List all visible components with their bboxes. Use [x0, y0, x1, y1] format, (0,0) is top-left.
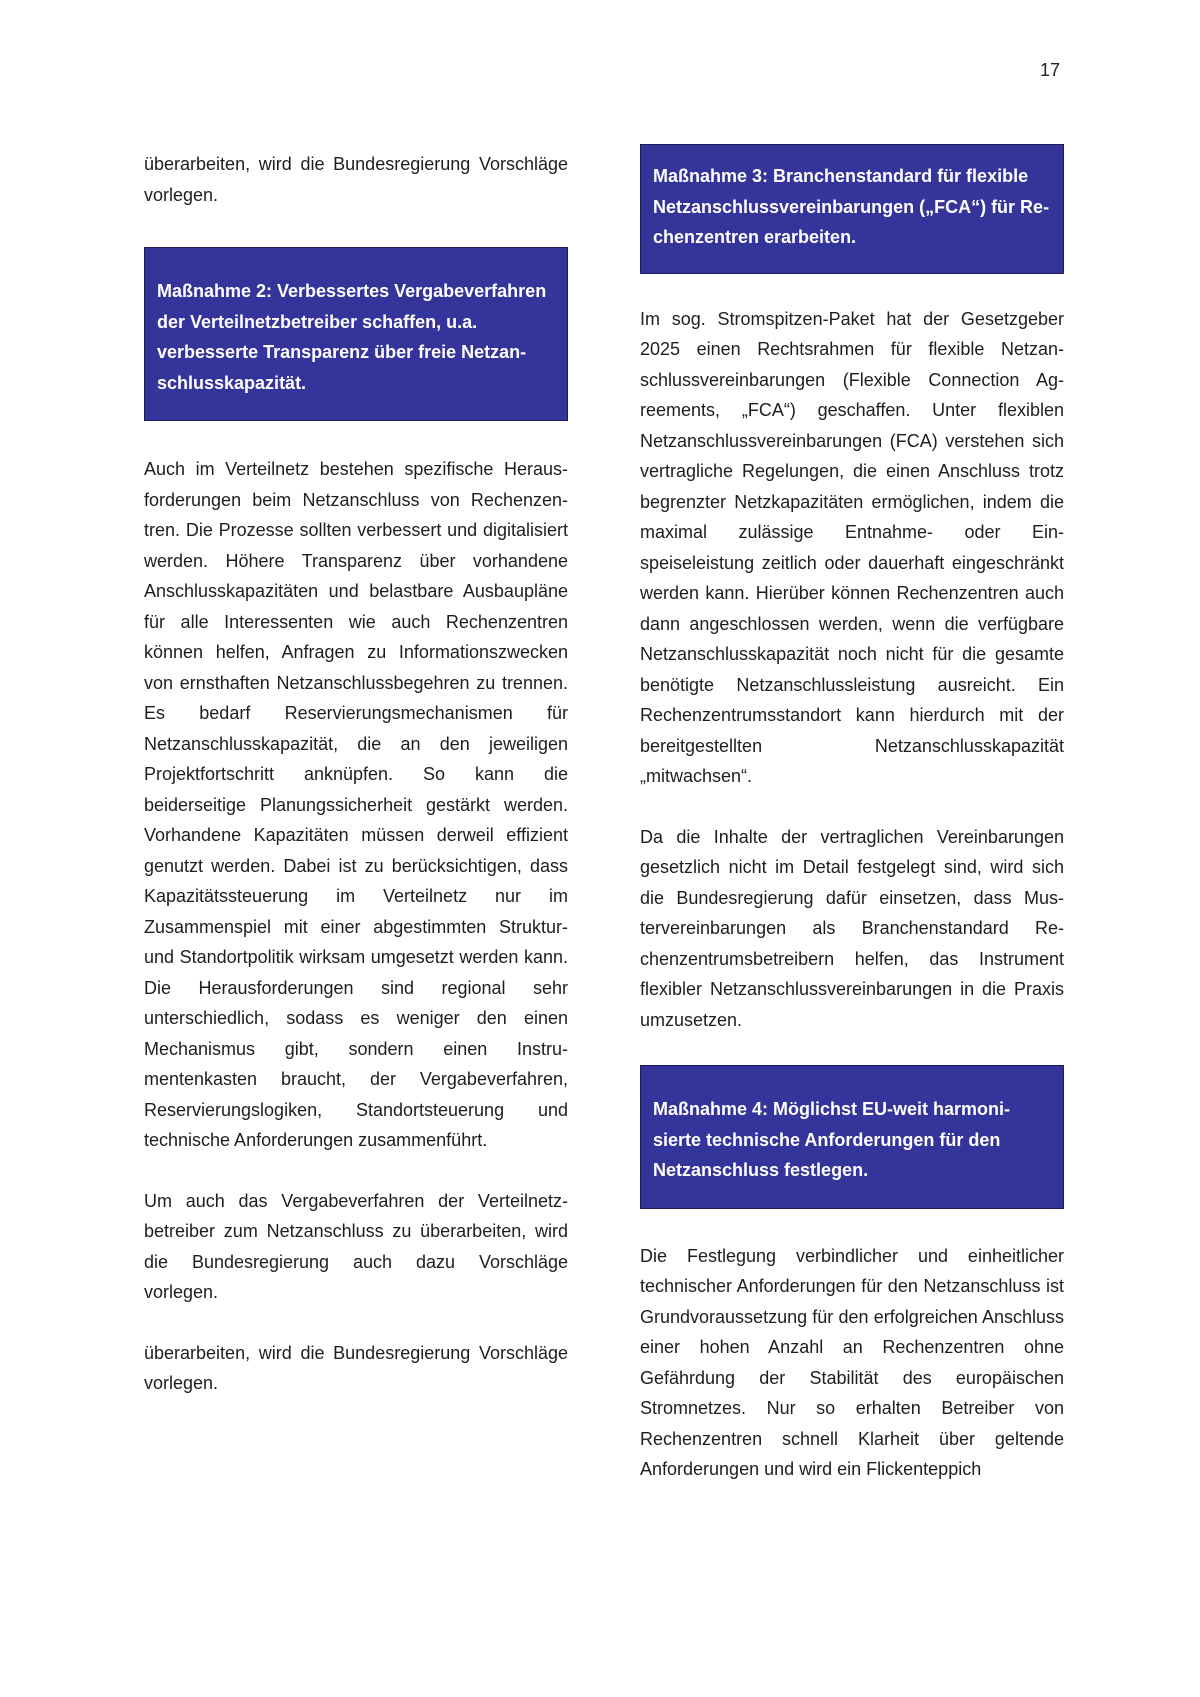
- paragraph-allocation-procedure: Um auch das Vergabeverfahren der Verteilnetzbetreiber zum Netzanschluss zu überarbeiten, wird die Bundesregierung auch dazu Vorschläge vorlegen.: [144, 1190, 568, 1302]
- page-number: 17: [1039, 60, 1060, 80]
- paragraph-continuation: überarbeiten, wird die Bundesregierung Vorschläge vorlegen.: [144, 154, 568, 205]
- left-column: [144, 149, 568, 1399]
- paragraph-distribution-grid: Auch im Verteilnetz bestehen spezifische Herausforderungen beim Netzanschluss von Rechenzentren. Die Prozesse sollten verbessert und digitalisiert werden. Höhere Transparenz über vorhandene Anschlusskapazitäten und belastbare Ausbaupläne für alle Interessenten wie auch Rechenzentren können helfen, Anfragen zu Informationszwecken von ernsthaften Netzanschlussbegehren zu trennen. Es bedarf Reservierungsmechanismen für Netzanschlusskapazität, die an den jeweiligen Projektfortschritt anknüpfen. So kann die beiderseitige Planungssicherheit gestärkt werden. Vorhandene Kapazitäten müssen derweil effizient genutzt werden. Dabei ist zu berücksichtigen, dass Kapazitätssteuerung im Verteilnetz nur im Zusammenspiel mit einer abgestimmten Struktur- und Standortpolitik wirksam umgesetzt werden kann. Die Herausforderungen sind regional sehr unterschiedlich, sodass es weniger den einen Mechanismus gibt, sondern einen Instrumentenkasten braucht, der Vergabeverfahren, Reservierungslogiken, Standortsteuerung und technische Anforderungen zusammenführt.: [144, 459, 568, 1150]
- measure-3-box: [640, 144, 1064, 274]
- measure-2-heading: Maßnahme 2: Verbessertes Vergabeverfahren der Verteilnetzbetreiber schaffen, u.a. verbesserte Transparenz über freie Netzanschlusskapazität.: [157, 281, 547, 393]
- paragraph-repeated-continuation: überarbeiten, wird die Bundesregierung Vorschläge vorlegen.: [144, 1342, 568, 1393]
- measure-4-box: [640, 1065, 1064, 1209]
- measure-2-box: [144, 247, 568, 421]
- right-column: [640, 144, 1064, 1485]
- paragraph-sample-agreements: Da die Inhalte der vertraglichen Vereinbarungen gesetzlich nicht im Detail festgelegt sind, wird sich die Bundesregierung dafür einsetzen, dass Mustervereinbarungen als Branchenstandard Rechenzentrumsbetreibern helfen, das Instrument flexibler Netzanschlussvereinbarungen in die Praxis umzusetzen.: [640, 826, 1064, 1030]
- paragraph-technical-requirements: Die Festlegung verbindlicher und einheitlicher technischer Anforderungen für den Netzanschluss ist Grundvoraussetzung für den erfolgreichen Anschluss einer hohen Anzahl an Rechenzentren ohne Gefährdung der Stabilität des europäischen Stromnetzes. Nur so erhalten Betreiber von Rechenzentren schnell Klarheit über geltende Anforderungen und wird ein Flickenteppich: [640, 1245, 1064, 1479]
- measure-4-heading: Maßnahme 4: Möglichst EU-weit harmonisierte technische Anforderungen für den Netzanschluss festlegen.: [653, 1099, 1011, 1180]
- paragraph-stromspitzen-paket: Im sog. Stromspitzen-Paket hat der Gesetzgeber 2025 einen Rechtsrahmen für flexible Netzanschlussvereinbarungen (Flexible Connection Agreements, „FCA“) geschaffen. Unter flexiblen Netzanschlussvereinbarungen (FCA) verstehen sich vertragliche Regelungen, die einen Anschluss trotz begrenzter Netzkapazitäten ermöglichen, indem die maximal zulässige Entnahme- oder Einspeiseleistung zeitlich oder dauerhaft eingeschränkt werden kann. Hierüber können Rechenzentren auch dann angeschlossen werden, wenn die verfügbare Netzanschlusskapazität noch nicht für die gesamte benötigte Netzanschlussleistung ausreicht. Ein Rechenzentrumsstandort kann hierdurch mit der bereitgestellten Netzanschlusskapazität „mitwachsen“.: [640, 308, 1064, 786]
- measure-3-heading: Maßnahme 3: Branchenstandard für flexible Netzanschlussvereinbarungen („FCA“) für Rechenzentren erarbeiten.: [653, 166, 1050, 247]
